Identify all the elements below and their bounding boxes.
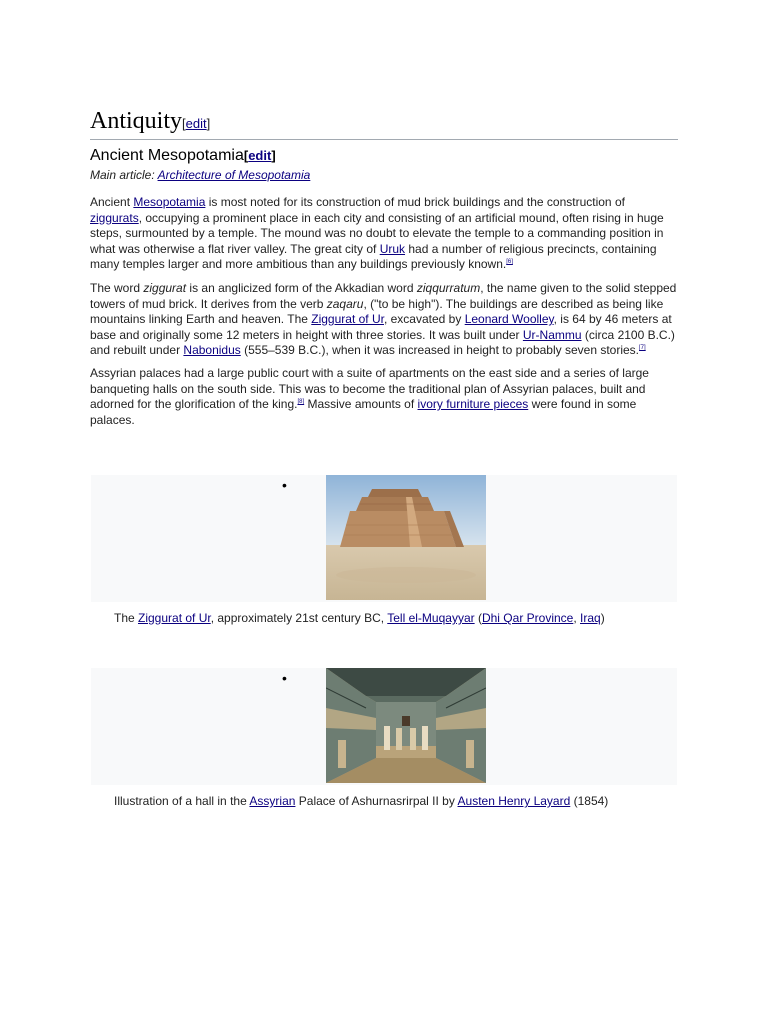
italic-term: ziqqurratum — [416, 280, 481, 295]
text: (555–539 B.C.), when it was increased in height to probably seven stories. — [240, 343, 640, 358]
text: , is 64 by 46 meters at base and originally some 12 meters in height with three stories. It was built under — [90, 312, 672, 342]
link-ivory-furniture-pieces[interactable]: ivory furniture pieces — [417, 397, 529, 412]
caption-link-ziggurat-of-ur[interactable]: Ziggurat of Ur — [138, 611, 211, 625]
text: Palace of Ashurnasrirpal II by — [295, 794, 458, 808]
text: had a number of religious precincts, containing many temples larger and more ambitious than any buildings previously known. — [90, 241, 657, 272]
caption-link-dhi-qar-province[interactable]: Dhi Qar Province — [481, 611, 574, 625]
section-edit-link[interactable]: edit — [185, 116, 207, 131]
link-ur-nammu[interactable]: Ur-Nammu — [522, 327, 582, 342]
ziggurat-photo-drawing — [326, 475, 486, 600]
text: is most noted for its construction of mud brick buildings and the construction of — [205, 195, 625, 209]
text: is an anglicized form of the Akkadian word — [186, 280, 417, 295]
text: were found in some palaces. — [90, 397, 637, 427]
citation-link-6[interactable]: [6] — [506, 259, 513, 266]
assyrian-hall-drawing — [326, 668, 486, 783]
gallery-bullet: • — [282, 477, 287, 493]
caption-link-austen-henry-layard[interactable]: Austen Henry Layard — [457, 794, 571, 808]
text: , ("to be high"). The buildings are described as being like mountains linking Earth and heaven. The — [90, 296, 664, 327]
text: (1854) — [570, 794, 609, 808]
link-nabonidus[interactable]: Nabonidus — [183, 343, 241, 358]
text: , approximately 21st century BC, — [210, 611, 388, 625]
text: The — [114, 611, 139, 625]
link-ziggurats[interactable]: ziggurats — [90, 210, 139, 225]
link-leonard-woolley[interactable]: Leonard Woolley — [464, 312, 554, 327]
bracket: ] — [271, 148, 276, 163]
text: Massive amounts of — [304, 397, 418, 412]
section-heading — [90, 107, 678, 140]
text: , occupying a prominent place in each city and consisting of an artificial mound, often rising in huge steps, surmounted by a temple. The mound was no doubt to elevate the temple to a commanding position in what was otherwise a flat river valley. The great city of — [90, 210, 664, 256]
text: , excavated by — [383, 312, 465, 327]
text: ) — [600, 611, 605, 625]
section-title: Antiquity — [90, 108, 183, 134]
citation-6 — [506, 259, 513, 265]
text: , the name given to the solid stepped towers of mud brick. It derives from the verb — [90, 280, 677, 311]
link-uruk[interactable]: Uruk — [379, 241, 406, 256]
text: (circa 2100 B.C.) and rebuilt under — [90, 327, 675, 358]
subsection-edit-link[interactable]: edit — [248, 148, 272, 163]
main-article-link[interactable]: Architecture of Mesopotamia — [157, 168, 311, 182]
bracket: ] — [206, 116, 211, 131]
text: Ancient — [90, 195, 134, 209]
paragraph-2 — [90, 281, 678, 359]
text: ( — [474, 611, 482, 625]
caption-link-assyrian[interactable]: Assyrian — [249, 794, 296, 808]
link-ziggurat-of-ur[interactable]: Ziggurat of Ur — [311, 312, 384, 327]
bracket: [ — [243, 148, 249, 163]
citation-link-7[interactable]: [7] — [639, 345, 646, 352]
text: Assyrian palaces had a large public court with a suite of apartments on the east side and a series of large banqueting halls on the south side. This was to become the traditional plan of Assyrian palaces, built and adorned for the glorification of the king. — [90, 365, 649, 412]
bracket: [ — [182, 116, 186, 131]
gallery-caption-1 — [114, 611, 605, 626]
article-content — [90, 107, 678, 428]
caption-link-tell-el-muqayyar[interactable]: Tell el-Muqayyar — [387, 611, 475, 625]
link-mesopotamia[interactable]: Mesopotamia — [133, 195, 206, 209]
text: , — [573, 611, 581, 625]
italic-term: ziggurat — [143, 280, 187, 295]
assyrian-hall-image[interactable] — [326, 668, 486, 783]
text: Illustration of a hall in the — [114, 794, 250, 808]
subsection-edit-link-wrap — [244, 148, 276, 163]
italic-term: zaqaru — [326, 296, 364, 311]
section-edit-link-wrap — [182, 116, 210, 131]
subsection-title: Ancient Mesopotamia — [90, 147, 244, 164]
citation-7 — [639, 345, 646, 351]
paragraph-3 — [90, 366, 678, 428]
gallery-bullet: • — [282, 670, 287, 686]
ziggurat-of-ur-image[interactable] — [326, 475, 486, 600]
gallery-box-2 — [91, 668, 677, 785]
main-article-note — [90, 168, 678, 183]
main-article-prefix: Main article: — [90, 168, 158, 182]
gallery-box-1 — [91, 475, 677, 602]
citation-link-8[interactable]: [8] — [297, 399, 305, 406]
text: The word — [90, 280, 144, 295]
caption-link-iraq[interactable]: Iraq — [580, 611, 601, 625]
paragraph-1 — [90, 195, 678, 273]
subsection-heading — [90, 146, 678, 166]
gallery-caption-2 — [114, 794, 608, 809]
